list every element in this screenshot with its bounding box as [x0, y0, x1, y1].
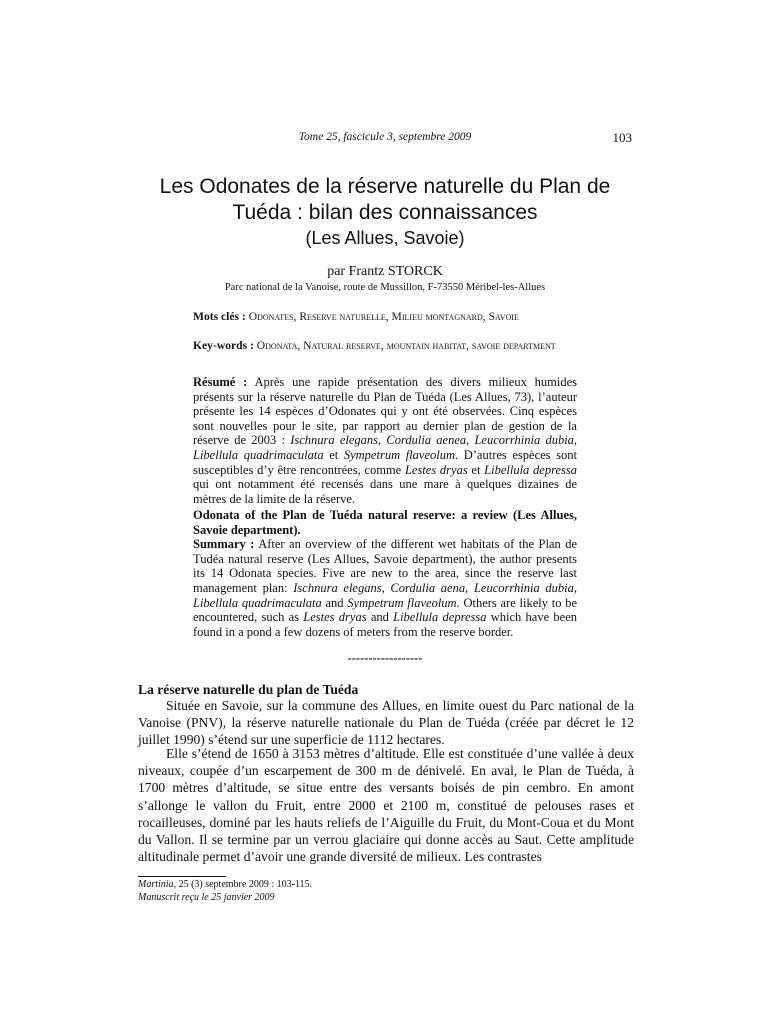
author-affiliation: Parc national de la Vanoise, route de Mussillon, F-73550 Méribel-les-Allues — [224, 282, 546, 293]
summary-paragraph — [193, 508, 577, 639]
species-name: Lestes dryas — [404, 462, 468, 477]
species-name: Libellula quadrimaculata — [193, 447, 324, 462]
summary-text: After an overview of the different wet habitats of the Plan de Tudéa natural reserve (Les Allues, Savoie department), the author presents its 14 Odonata species. Five are new to the area, since the reserve last management plan: — [193, 537, 577, 595]
keywords-fr-text: Odonates, Reserve naturelle, Milieu montagnard, Savoie — [248, 310, 519, 323]
resume-label: Résumé : — [193, 375, 248, 389]
resume-text: , — [573, 433, 578, 448]
species-name: Cordulia aenea — [386, 433, 467, 448]
keywords-en-text: Odonata, Natural reserve, mountain habitat, savoie department — [256, 339, 556, 352]
species-name: Cordulia aena — [390, 580, 466, 595]
journal-name: Martinia — [138, 879, 174, 890]
abstract-separator: ------------------ — [347, 651, 423, 665]
keywords-fr-label: Mots clés : — [193, 310, 246, 323]
summary-text: Others are likely to be encountered, such as — [193, 595, 577, 625]
title-line-2: Tuéda : bilan des connaissances — [232, 201, 538, 224]
keywords-en — [193, 339, 577, 354]
resume-text: . D’autres espèces sont susceptibles d’y être rencontrées, comme — [193, 447, 577, 477]
species-name: Sympetrum flaveolum — [343, 447, 455, 462]
species-name: Leucorrhinia dubia — [474, 433, 574, 448]
keywords-fr — [193, 310, 577, 325]
summary-text: and — [366, 610, 394, 625]
summary-text: and — [321, 595, 348, 610]
page-number: 103 — [612, 130, 632, 145]
summary-english-title: Odonata of the Plan de Tuéda natural reserve: a review (Les Allues, Savoie department). — [193, 508, 577, 537]
running-head: Tome 25, fascicule 3, septembre 2009 — [298, 131, 472, 143]
article-title — [120, 174, 650, 226]
resume-text: qui ont notamment été recensés dans une mare à quelques dizaines de mètres de la limite de la réserve. — [193, 477, 577, 506]
resume-text: Après une rapide présentation des divers milieux humides présents sur la réserve naturelle du Plan de Tuéda (Les Allues, 73), l’auteur présente les 14 espèces d’Odonates qui y ont été observées. Cinq espèces sont nouvelles pour le site, par rapport au dernier plan de gestion de la réserve de 2003 : — [193, 375, 578, 448]
keywords-en-label: Key-words : — [193, 339, 254, 352]
resume-paragraph — [193, 375, 577, 506]
author-byline: par Frantz STORCK — [327, 264, 443, 279]
footnote-received: Manuscrit reçu le 25 janvier 2009 — [138, 892, 275, 903]
article-subtitle: (Les Allues, Savoie) — [305, 228, 465, 248]
summary-text: , — [465, 580, 474, 595]
summary-text: which have been found in a pond a few dozens of meters from the reserve border. — [193, 610, 577, 639]
footnote-citation — [138, 879, 312, 890]
species-name: Ischnura elegans — [290, 433, 379, 448]
species-name: Libellula depressa — [484, 462, 577, 477]
resume-text: , — [378, 433, 387, 448]
species-name: Sympetrum flaveolum. — [347, 595, 460, 610]
resume-text: , — [466, 433, 475, 448]
resume-text: et — [323, 447, 344, 462]
section-heading: La réserve naturelle du plan de Tuéda — [138, 682, 359, 697]
body-paragraph-1: Située en Savoie, sur la commune des Allues, en limite ouest du Parc national de la Vanoise (PNV), la réserve naturelle nationale du Plan de Tuéda (créée par décret le 12 juillet 1990) s’étend sur une superficie de 1112 hectares. — [138, 698, 634, 748]
body-paragraph-2: Elle s’étend de 1650 à 3153 mètres d’altitude. Elle est constituée d’une vallée à deux niveaux, coupée d’un escarpement de 300 m de dénivelé. En aval, le Plan de Tuéda, à 1700 mètres d’altitude, se situe entre des versants boisés de pin cembro. En amont s’allonge le vallon du Fruit, entre 2000 et 2100 m, constitué de pelouses rases et rocailleuses, dominé par les hauts reliefs de l’Aiguille du Fruit, du Mont-Coua et du Mont du Vallon. Il se termine par un verrou glaciaire qui donne accès au Saut. Cette amplitude altitudinale permet d’avoir une grande diversité de milieux. Les contrastes — [138, 746, 634, 865]
species-name: Ischnura elegans — [293, 580, 382, 595]
species-name: Lestes dryas — [303, 610, 367, 625]
species-name: Libellula depressa — [393, 610, 487, 625]
species-name: Libellula quadrimaculata — [193, 595, 322, 610]
title-line-1: Les Odonates de la réserve naturelle du Plan de — [159, 175, 611, 198]
citation-details: , 25 (3) septembre 2009 : 103-115. — [173, 879, 313, 890]
summary-text: , — [381, 580, 391, 595]
summary-text: , — [573, 580, 577, 595]
resume-text: et — [467, 462, 485, 477]
species-name: Leucorrhinia dubia — [473, 580, 574, 595]
footnote-rule — [138, 876, 226, 877]
summary-label: Summary : — [193, 537, 255, 552]
